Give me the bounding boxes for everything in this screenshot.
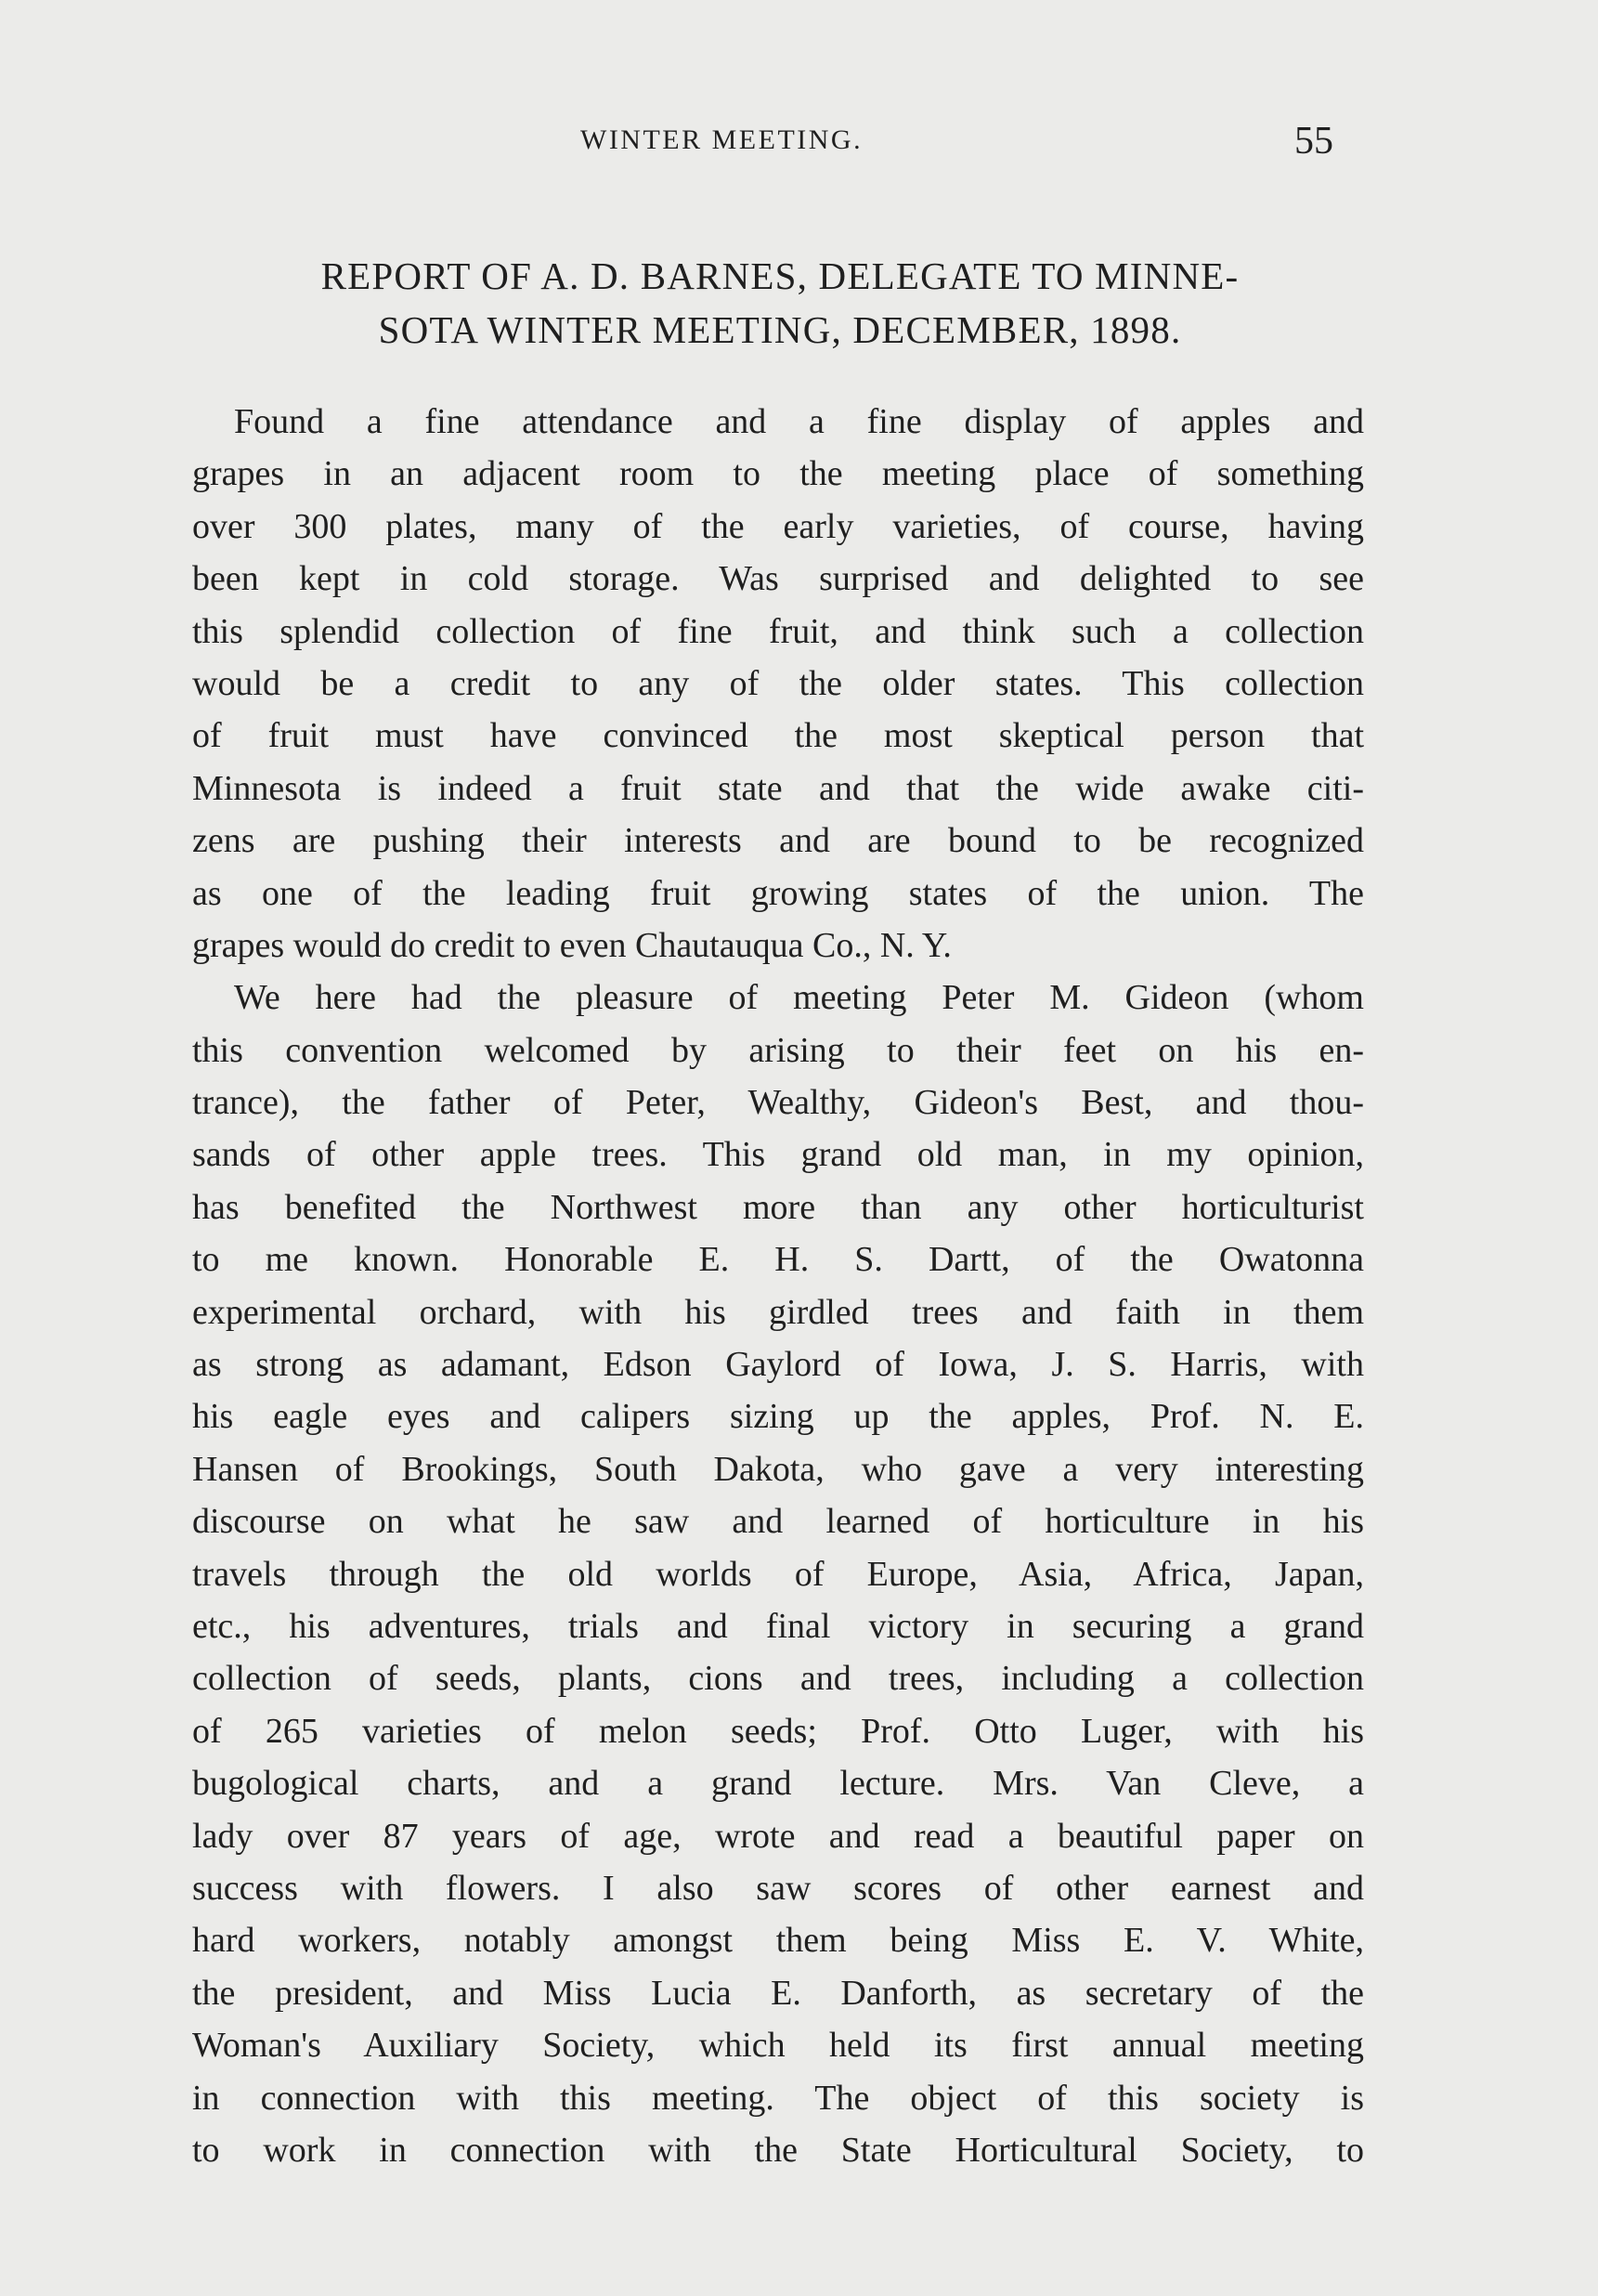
paragraph-2-line-13: etc., his adventures, trials and final victory in securing a grand (192, 1606, 1364, 1646)
paragraph-1-line-5: this splendid collection of fine fruit, and think such a collection (192, 611, 1364, 651)
paragraph-2-line-14: collection of seeds, plants, cions and trees, including a collection (192, 1659, 1364, 1699)
paragraph-2-line-21: Woman's Auxiliary Society, which held its first annual meeting (192, 2026, 1364, 2066)
report-body (192, 396, 1364, 2176)
paragraph-1-line-9: zens are pushing their interests and are bound to be recognized (192, 821, 1364, 861)
paragraph-1-line-4: been kept in cold storage. Was surprised and delighted to see (192, 559, 1364, 599)
paragraph-2-line-8: as strong as adamant, Edson Gaylord of Iowa, J. S. Harris, with (192, 1345, 1364, 1385)
report-title-line-1: REPORT OF A. D. BARNES, DELEGATE TO MINNE- (320, 254, 1240, 297)
report-title-line-2: SOTA WINTER MEETING, DECEMBER, 1898. (378, 308, 1182, 351)
paragraph-2-line-6: to me known. Honorable E. H. S. Dartt, of the Owatonna (192, 1240, 1364, 1280)
paragraph-2-line-16: bugological charts, and a grand lecture. Mrs. Van Cleve, a (192, 1764, 1364, 1804)
paragraph-2-line-17: lady over 87 years of age, wrote and read a beautiful paper on (192, 1816, 1364, 1856)
paragraph-1-line-7: of fruit must have convinced the most skeptical person that (192, 716, 1364, 756)
report-title (186, 249, 1374, 357)
paragraph-2-line-2: this convention welcomed by arising to their feet on his en- (192, 1030, 1364, 1070)
paragraph-2-line-10: Hansen of Brookings, South Dakota, who gave a very interesting (192, 1449, 1364, 1489)
paragraph-1-line-6: would be a credit to any of the older states. This collection (192, 663, 1364, 703)
paragraph-1-line-11: grapes would do credit to even Chautauqua Co., N. Y. (192, 925, 952, 965)
paragraph-1-line-10: as one of the leading fruit growing states of the union. The (192, 873, 1364, 913)
paragraph-2-line-22: in connection with this meeting. The object of this society is (192, 2078, 1364, 2118)
paragraph-2-line-15: of 265 varieties of melon seeds; Prof. Otto Luger, with his (192, 1711, 1364, 1751)
paragraph-2-line-5: has benefited the Northwest more than any other horticulturist (192, 1187, 1364, 1227)
running-header (0, 119, 1598, 165)
paragraph-2-line-20: the president, and Miss Lucia E. Danforth, as secretary of the (192, 1973, 1364, 2013)
paragraph-2-line-3: trance), the father of Peter, Wealthy, Gideon's Best, and thou- (192, 1083, 1364, 1123)
paragraph-2-line-4: sands of other apple trees. This grand old man, in my opinion, (192, 1135, 1364, 1175)
page-number: 55 (1294, 120, 1333, 163)
paragraph-1-line-3: over 300 plates, many of the early varieties, of course, having (192, 506, 1364, 546)
paragraph-2-line-11: discourse on what he saw and learned of horticulture in his (192, 1502, 1364, 1542)
paragraph-2-line-1: We here had the pleasure of meeting Peter M. Gideon (whom (234, 978, 1364, 1018)
paragraph-2-line-23: to work in connection with the State Horticultural Society, to (192, 2130, 1364, 2170)
paragraph-1-line-2: grapes in an adjacent room to the meeting place of something (192, 454, 1364, 494)
paragraph-1-line-8: Minnesota is indeed a fruit state and that the wide awake citi- (192, 768, 1364, 808)
paragraph-2-line-18: success with flowers. I also saw scores of other earnest and (192, 1868, 1364, 1908)
paragraph-2-line-7: experimental orchard, with his girdled trees and faith in them (192, 1292, 1364, 1332)
paragraph-1-line-1: Found a fine attendance and a fine display of apples and (234, 402, 1364, 441)
paragraph-2-line-12: travels through the old worlds of Europe, Asia, Africa, Japan, (192, 1554, 1364, 1594)
paragraph-2-line-9: his eagle eyes and calipers sizing up the apples, Prof. N. E. (192, 1397, 1364, 1437)
running-title: WINTER MEETING. (580, 124, 864, 155)
paragraph-2-line-19: hard workers, notably amongst them being Miss E. V. White, (192, 1921, 1364, 1961)
